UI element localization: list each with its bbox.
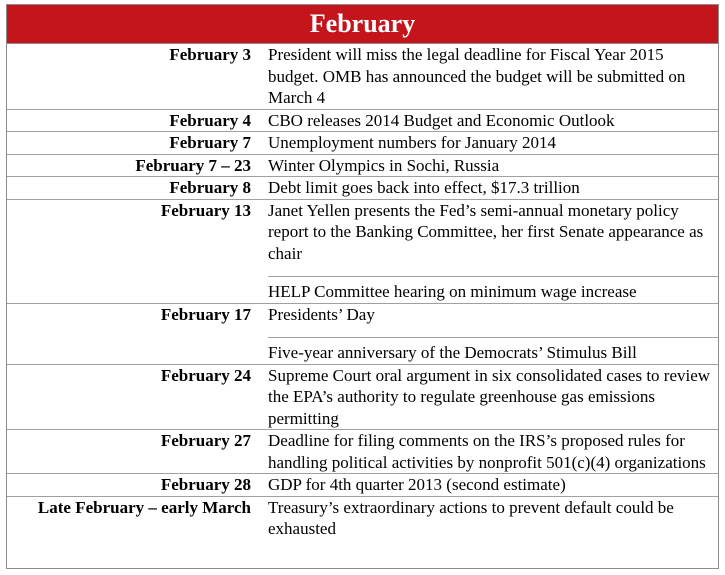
- event-text: Presidents’ Day: [268, 304, 375, 324]
- event-text: Five-year anniversary of the Democrats’ Stimulus Bill: [268, 337, 718, 364]
- event-text: GDP for 4th quarter 2013 (second estimate): [268, 475, 566, 494]
- event-text: Supreme Court oral argument in six consolidated cases to review the EPA’s authority to regulate greenhouse gas emissions permitting: [268, 365, 711, 428]
- event-text: Treasury’s extraordinary actions to prevent default could be exhausted: [268, 497, 674, 538]
- table-row: [7, 110, 718, 133]
- date-cell: February 17: [160, 304, 251, 324]
- table-row: [7, 155, 718, 178]
- month-header: February: [7, 5, 718, 44]
- events-cell: [268, 365, 718, 430]
- table-row: [7, 177, 718, 200]
- event-text: Unemployment numbers for January 2014: [268, 133, 556, 152]
- date-cell: February 3: [169, 45, 251, 64]
- events-cell: [268, 155, 718, 177]
- events-cell: [268, 474, 718, 496]
- event-text: CBO releases 2014 Budget and Economic Outlook: [268, 110, 615, 130]
- date-cell: February 27: [160, 431, 251, 450]
- event-text: President will miss the legal deadline for Fiscal Year 2015 budget. OMB has announced the budget will be submitted on March 4: [268, 45, 686, 107]
- date-cell: February 7 – 23: [135, 155, 251, 175]
- table-row: [7, 474, 718, 497]
- date-cell: February 8: [169, 178, 251, 197]
- date-cell: February 7: [169, 133, 251, 152]
- event-text: Debt limit goes back into effect, $17.3 trillion: [268, 178, 580, 197]
- event-text: Winter Olympics in Sochi, Russia: [268, 155, 500, 175]
- table-row: [7, 44, 718, 110]
- events-cell: [268, 177, 718, 199]
- date-cell: Late February – early March: [37, 497, 251, 517]
- events-cell: [268, 110, 718, 132]
- date-cell: February 24: [160, 365, 251, 385]
- table-row: [7, 200, 718, 304]
- events-cell: [268, 132, 718, 154]
- date-cell: February 4: [169, 110, 251, 130]
- table-row: [7, 497, 718, 540]
- events-cell: [268, 304, 718, 364]
- calendar-table: [6, 4, 719, 569]
- event-text: Deadline for filing comments on the IRS’s proposed rules for handling political activities by nonprofit 501(c)(4) organizations: [268, 431, 706, 472]
- date-cell: February 28: [160, 475, 251, 494]
- events-cell: [268, 44, 718, 109]
- table-row: [7, 430, 718, 474]
- events-cell: [268, 200, 718, 303]
- date-cell: February 13: [160, 200, 251, 220]
- events-cell: [268, 430, 718, 473]
- table-row: [7, 365, 718, 431]
- table-row: [7, 132, 718, 155]
- event-text: HELP Committee hearing on minimum wage increase: [268, 276, 718, 303]
- table-row: [7, 304, 718, 365]
- event-text: Janet Yellen presents the Fed’s semi-annual monetary policy report to the Banking Committee, her first Senate appearance as chair: [268, 200, 704, 263]
- events-cell: [268, 497, 718, 540]
